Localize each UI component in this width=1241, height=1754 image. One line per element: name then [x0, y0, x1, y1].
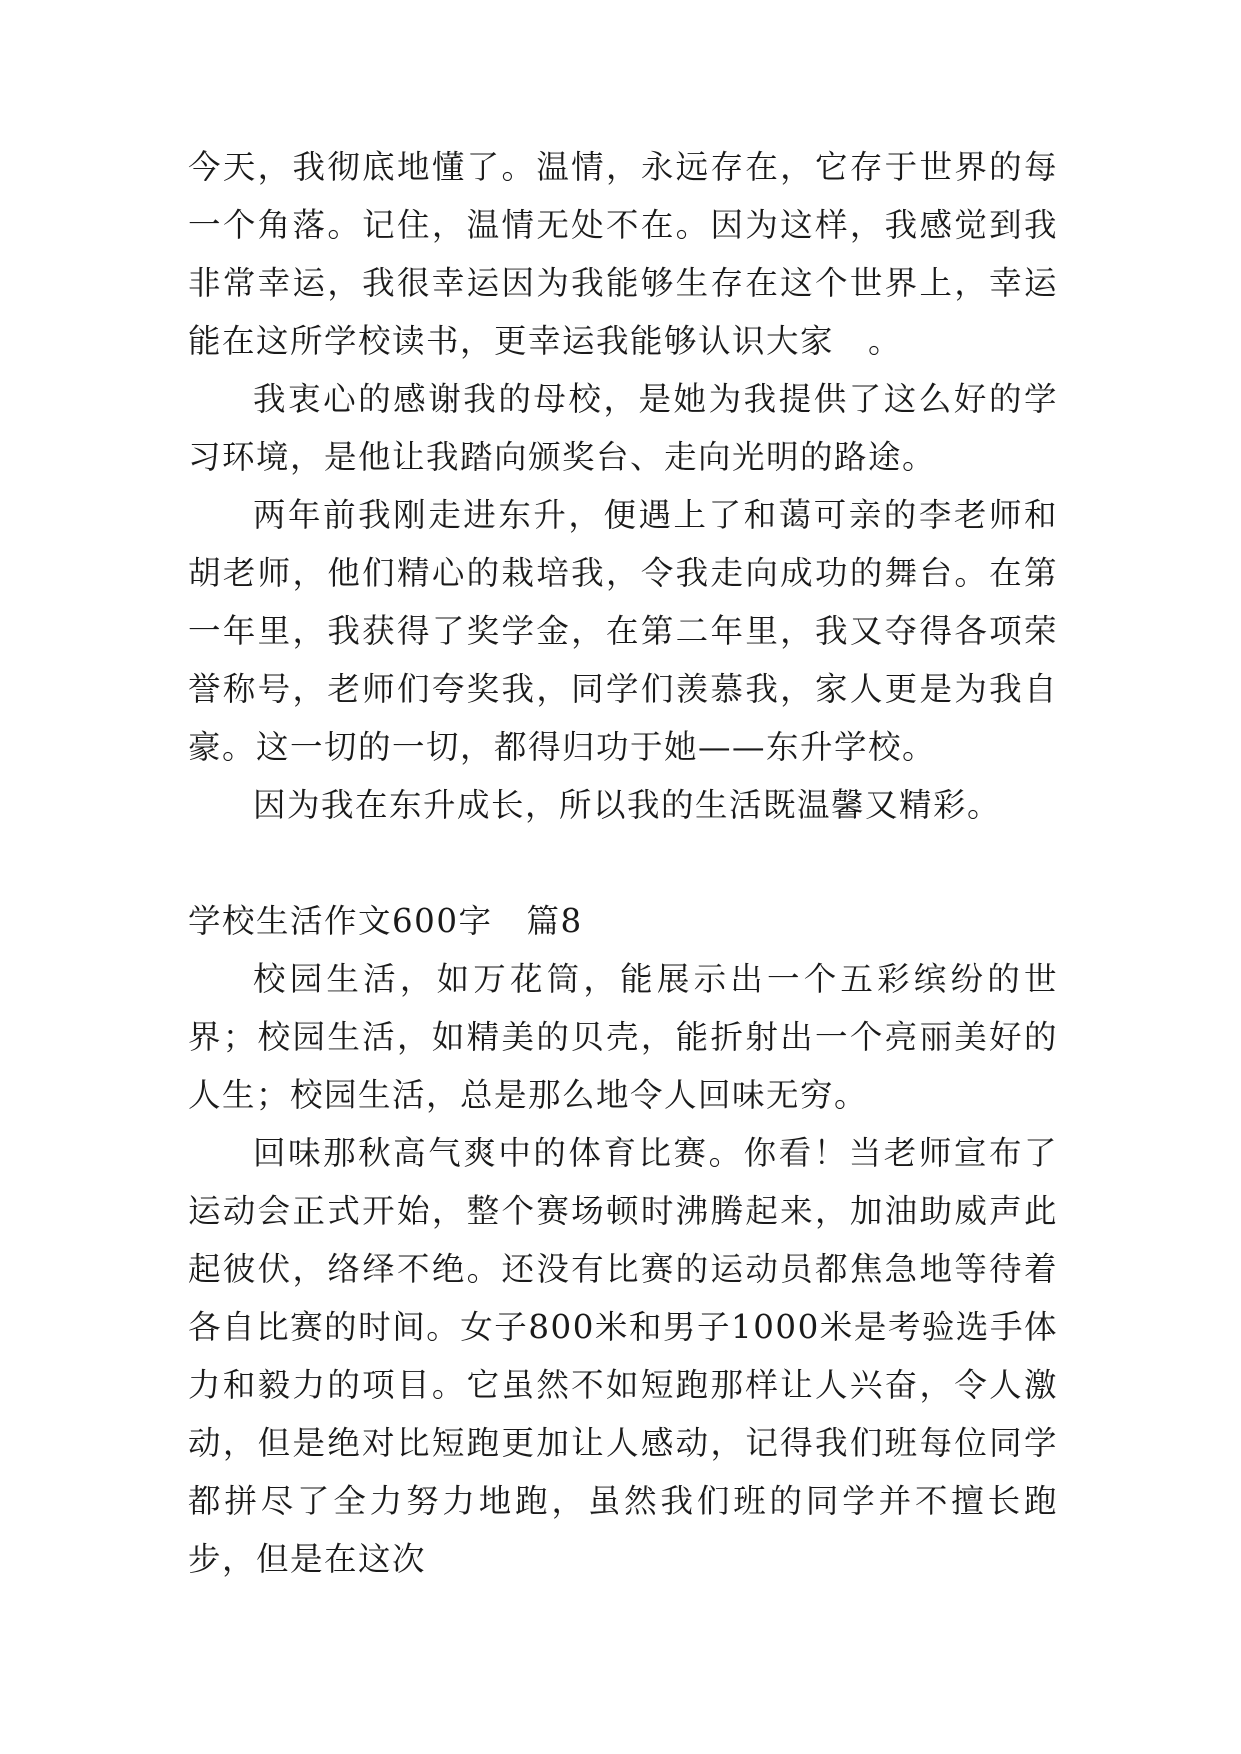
paragraph-3: 两年前我刚走进东升，便遇上了和蔼可亲的李老师和胡老师，他们精心的栽培我，令我走向成功的舞台。在第一年里，我获得了奖学金，在第二年里，我又夺得各项荣誉称号，老师们夸奖我，同学们羡慕我，家人更是为我自豪。这一切的一切，都得归功于她——东升学校。 — [188, 496, 1058, 766]
paragraph-5: 校园生活，如万花筒，能展示出一个五彩缤纷的世界；校园生活，如精美的贝壳，能折射出一个亮丽美好的人生；校园生活，总是那么地令人回味无穷。 — [188, 960, 1058, 1114]
document-body — [188, 138, 1058, 1588]
paragraph-2: 我衷心的感谢我的母校，是她为我提供了这么好的学习环境，是他让我踏向颁奖台、走向光明的路途。 — [188, 380, 1058, 476]
paragraph-1: 今天，我彻底地懂了。温情，永远存在，它存于世界的每一个角落。记住，温情无处不在。因为这样，我感觉到我非常幸运，我很幸运因为我能够生存在这个世界上，幸运能在这所学校读书，更幸运我能够认识大家 。 — [188, 148, 1058, 360]
paragraph-6: 回味那秋高气爽中的体育比赛。你看！当老师宣布了运动会正式开始，整个赛场顿时沸腾起来，加油助威声此起彼伏，络绎不绝。还没有比赛的运动员都焦急地等待着各自比赛的时间。女子800米和男子1000米是考验选手体力和毅力的项目。它虽然不如短跑那样让人兴奋，令人激动，但是绝对比短跑更加让人感动，记得我们班每位同学都拼尽了全力努力地跑，虽然我们班的同学并不擅长跑步，但是在这次 — [188, 1134, 1058, 1578]
paragraph-4: 因为我在东升成长，所以我的生活既温馨又精彩。 — [253, 786, 1002, 824]
section-heading: 学校生活作文600字 篇8 — [188, 902, 583, 940]
